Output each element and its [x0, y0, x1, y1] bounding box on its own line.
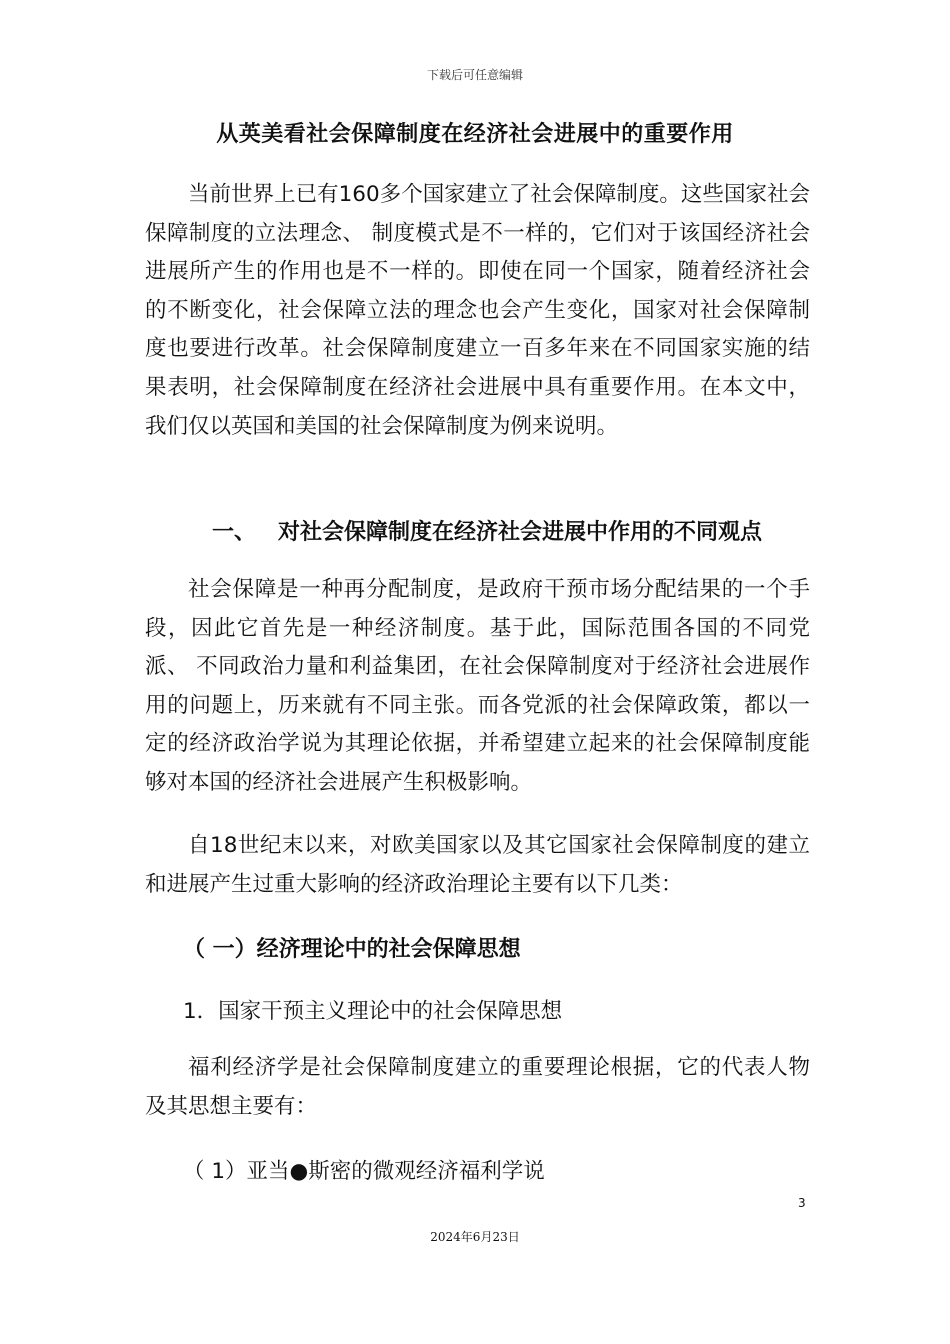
document-title: 从英美看社会保障制度在经济社会进展中的重要作用 — [216, 122, 734, 147]
paragraph-intro: 当前世界上已有160多个国家建立了社会保障制度。这些国家社会保障制度的立法理念、 制度模式是不一样的，它们对于该国经济社会进展所产生的作用也是不一样的。即使在同一个国家，随着经济社会的不断变化，社会保障立法的理念也会产生变化，国家对社会保障制度也要进行改革。社会保障制度建立一百多年来在不同国家实施的结果表明，社会保障制度在经济社会进展中具有重要作用。在本文中，我们仅以英国和美国的社会保障制度为例来说明。 — [145, 182, 810, 439]
list-item-1: 1．国家干预主义理论中的社会保障思想 — [183, 999, 563, 1024]
paragraph-social-security: 社会保障是一种再分配制度，是政府干预市场分配结果的一个手段，因此它首先是一种经济制度。基于此，国际范围各国的不同党派、 不同政治力量和利益集团，在社会保障制度对于经济社会进展作用的问题上，历来就有不同主张。而各党派的社会保障政策，都以一定的经济政治学说为其理论依据，并希望建立起来的社会保障制度能够对本国的经济社会进展产生积极影响。 — [145, 577, 810, 795]
paragraph-welfare-economics: 福利经济学是社会保障制度建立的重要理论根据，它的代表人物及其思想主要有： — [145, 1055, 810, 1119]
section-number: 一、 — [212, 520, 257, 545]
paragraph-theories: 自18世纪末以来，对欧美国家以及其它国家社会保障制度的建立和进展产生过重大影响的经济政治理论主要有以下几类： — [145, 833, 810, 897]
subsection-heading: （ 一）经济理论中的社会保障思想 — [183, 937, 521, 962]
section-title: 对社会保障制度在经济社会进展中作用的不同观点 — [278, 520, 763, 545]
page-number: 3 — [798, 1196, 806, 1210]
footer-date: 2024年6月23日 — [430, 1230, 520, 1244]
list-item-2: （ 1）亚当●斯密的微观经济福利学说 — [183, 1159, 545, 1184]
section-heading-1 — [212, 515, 762, 546]
page-header: 下载后可任意编辑 — [426, 68, 523, 82]
